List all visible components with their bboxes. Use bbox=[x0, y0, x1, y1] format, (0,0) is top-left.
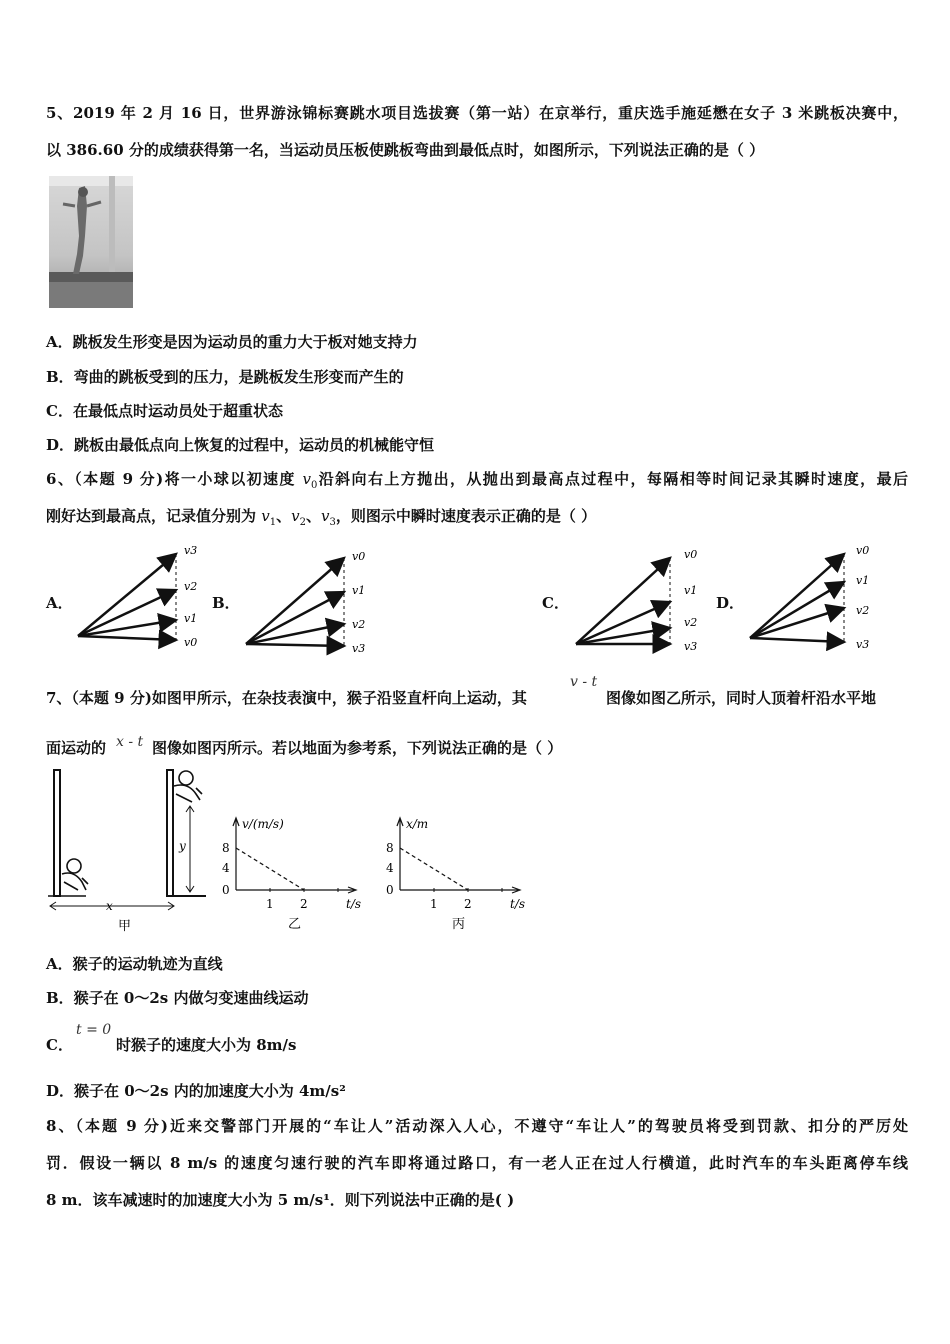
q6-v1-sub: 1 bbox=[269, 517, 277, 528]
q8-line-3: 8 m．该车减速时的加速度大小为 5 m/s¹．则下列说法中正确的是( ) bbox=[46, 1191, 515, 1209]
q5-line-1: 5、2019 年 2 月 16 日，世界游泳锦标赛跳水项目选拔赛（第一站）在京举行，重庆选手施延懋在女子 3 米跳板决赛中， bbox=[46, 104, 908, 122]
q6-a-label-v3: v3 bbox=[184, 544, 198, 557]
q6-c-label-v3: v3 bbox=[684, 640, 698, 653]
q5-line-2: 以 386.60 分的成绩获得第一名，当运动员压板使跳板弯曲到最低点时，如图所示，下列说法正确的是（ ） bbox=[46, 141, 765, 159]
q6-v2: v bbox=[291, 507, 300, 525]
q6-c-label-v0: v0 bbox=[684, 548, 698, 561]
q6-c-label-v2: v2 bbox=[684, 616, 698, 629]
q7-bing-ylabel: x/m bbox=[406, 817, 429, 831]
q6-c-label-v1: v1 bbox=[684, 584, 698, 597]
q6-figure-c bbox=[568, 540, 708, 658]
q6-label-d: D． bbox=[716, 594, 745, 612]
q7-option-b: B．猴子在 0～2s 内做匀变速曲线运动 bbox=[46, 989, 309, 1007]
q7-bing-ytick-4: 4 bbox=[386, 861, 394, 875]
q6-b-label-v0: v0 bbox=[352, 550, 366, 563]
q6-a-label-v1: v1 bbox=[184, 612, 198, 625]
q6-v0: v bbox=[302, 470, 311, 488]
q6-b-arrow-v3 bbox=[246, 644, 344, 646]
q6-a-label-v2: v2 bbox=[184, 580, 198, 593]
monkey-icon bbox=[62, 859, 88, 890]
q6-a-label-v0: v0 bbox=[184, 636, 198, 649]
q6-d-arrow-v0 bbox=[750, 554, 844, 638]
q6-line-1 bbox=[46, 469, 908, 496]
q6-a-arrow-v0 bbox=[78, 636, 176, 640]
q5-option-a: A．跳板发生形变是因为运动员的重力大于板对她支持力 bbox=[46, 333, 418, 351]
q7-yi-xtick-2: 2 bbox=[300, 897, 308, 911]
q6-d-arrow-v1 bbox=[750, 582, 844, 638]
q7-bing-xlabel: t/s bbox=[510, 897, 526, 911]
q6-figure-b bbox=[238, 540, 378, 658]
q7-xt-formula: x - t bbox=[116, 734, 144, 750]
q7-option-c-formula: t = 0 bbox=[76, 1022, 112, 1038]
q7-line-1-a: 7、（本题 9 分)如图甲所示，在杂技表演中，猴子沿竖直杆向上运动，其 bbox=[46, 689, 527, 707]
q6-c-arrow-v1 bbox=[576, 602, 670, 644]
q7-bing-ytick-8: 8 bbox=[386, 841, 394, 855]
q7-jia-x-label: x bbox=[106, 899, 113, 913]
q7-yi-xlabel: t/s bbox=[346, 897, 362, 911]
q7-option-a: A．猴子的运动轨迹为直线 bbox=[46, 955, 223, 973]
q6-figure-d bbox=[744, 538, 884, 656]
q7-option-c-text: 时猴子的速度大小为 8m/s bbox=[116, 1036, 297, 1054]
q7-yi-caption: 乙 bbox=[288, 917, 302, 932]
q8-line-1: 8、（本题 9 分)近来交警部门开展的“车让人”活动深入人心，不遵守“车让人”的驾驶员将受到罚款、扣分的严厉处 bbox=[46, 1117, 908, 1135]
q7-vt-formula: v - t bbox=[570, 674, 598, 690]
q6-b-label-v3: v3 bbox=[352, 642, 366, 655]
q6-line-2: 刚好达到最高点，记录值分别为 $v_1$、$v_2$、$v_3$，则图示中瞬时速度表示正确的是（ ） bbox=[46, 507, 597, 528]
q5-option-c: C．在最低点时运动员处于超重状态 bbox=[46, 402, 283, 420]
q7-line-2-b: 图像如图丙所示。若以地面为参考系，下列说法正确的是（ ） bbox=[152, 739, 563, 757]
q5-option-b: B．弯曲的跳板受到的压力，是跳板发生形变而产生的 bbox=[46, 368, 404, 386]
q6-d-arrow-v2 bbox=[750, 608, 844, 638]
q6-figure-a bbox=[70, 540, 210, 655]
q7-yi-ylabel: v/(m/s) bbox=[242, 817, 284, 831]
q6-d-label-v0: v0 bbox=[856, 544, 870, 557]
diver-photo bbox=[49, 176, 133, 308]
q6-v2-sub: 2 bbox=[299, 517, 306, 528]
q6-v3: v bbox=[320, 507, 330, 525]
q6-line-2-a: 刚好达到最高点，记录值分别为 bbox=[46, 507, 262, 525]
q7-jia-caption: 甲 bbox=[118, 919, 132, 934]
q6-line-1-a: 6、（本题 9 分)将一小球以初速度 bbox=[46, 470, 303, 488]
q7-line-2-a: 面运动的 bbox=[46, 739, 107, 757]
q7-bing-line bbox=[400, 848, 468, 890]
q6-label-c: C． bbox=[542, 594, 569, 612]
q7-yi-xtick-1: 1 bbox=[266, 897, 274, 911]
q7-option-c-label: C． bbox=[46, 1036, 73, 1054]
q6-v0-sub: 0 bbox=[310, 480, 318, 491]
q6-a-arrow-v3 bbox=[78, 554, 176, 636]
q6-label-b: B． bbox=[212, 594, 240, 612]
q6-line-1-b: 沿斜向右上方抛出，从抛出到最高点过程中，每隔相等时间记录其瞬时速度，最后 bbox=[317, 470, 908, 488]
q7-figure-yi bbox=[218, 814, 378, 936]
q7-yi-line bbox=[236, 848, 304, 890]
q7-bing-xtick-2: 2 bbox=[464, 897, 472, 911]
q6-d-label-v2: v2 bbox=[856, 604, 870, 617]
q6-line-2-b: ，则图示中瞬时速度表示正确的是（ ） bbox=[335, 507, 597, 525]
q7-figure-bing bbox=[382, 814, 542, 936]
q7-bing-xtick-1: 1 bbox=[430, 897, 438, 911]
q7-figure-jia bbox=[46, 766, 216, 936]
q7-jia-y-label: y bbox=[179, 839, 186, 853]
q6-v3-sub: 3 bbox=[329, 517, 336, 528]
monkey-top-icon bbox=[174, 771, 202, 802]
q7-yi-ytick-0: 0 bbox=[222, 883, 230, 897]
q7-yi-ytick-4: 4 bbox=[222, 861, 230, 875]
q7-yi-ytick-8: 8 bbox=[222, 841, 230, 855]
q7-line-1-b: 图像如图乙所示，同时人顶着杆沿水平地 bbox=[606, 689, 877, 707]
q6-v1: v bbox=[261, 507, 270, 525]
q6-label-a: A． bbox=[46, 594, 73, 612]
q6-d-arrow-v3 bbox=[750, 638, 844, 642]
q7-option-d: D．猴子在 0～2s 内的加速度大小为 4m/s² bbox=[46, 1082, 346, 1100]
q6-d-label-v3: v3 bbox=[856, 638, 870, 651]
q6-d-label-v1: v1 bbox=[856, 574, 870, 587]
q6-b-arrow-v2 bbox=[246, 624, 344, 644]
q5-option-d: D．跳板由最低点向上恢复的过程中，运动员的机械能守恒 bbox=[46, 436, 435, 454]
q6-b-label-v1: v1 bbox=[352, 584, 366, 597]
q7-bing-caption: 丙 bbox=[452, 917, 466, 932]
q6-b-label-v2: v2 bbox=[352, 618, 366, 631]
q7-bing-ytick-0: 0 bbox=[386, 883, 394, 897]
q8-line-2: 罚．假设一辆以 8 m/s 的速度匀速行驶的汽车即将通过路口，有一老人正在过人行横道，此时汽车的车头距离停车线 bbox=[46, 1154, 908, 1172]
